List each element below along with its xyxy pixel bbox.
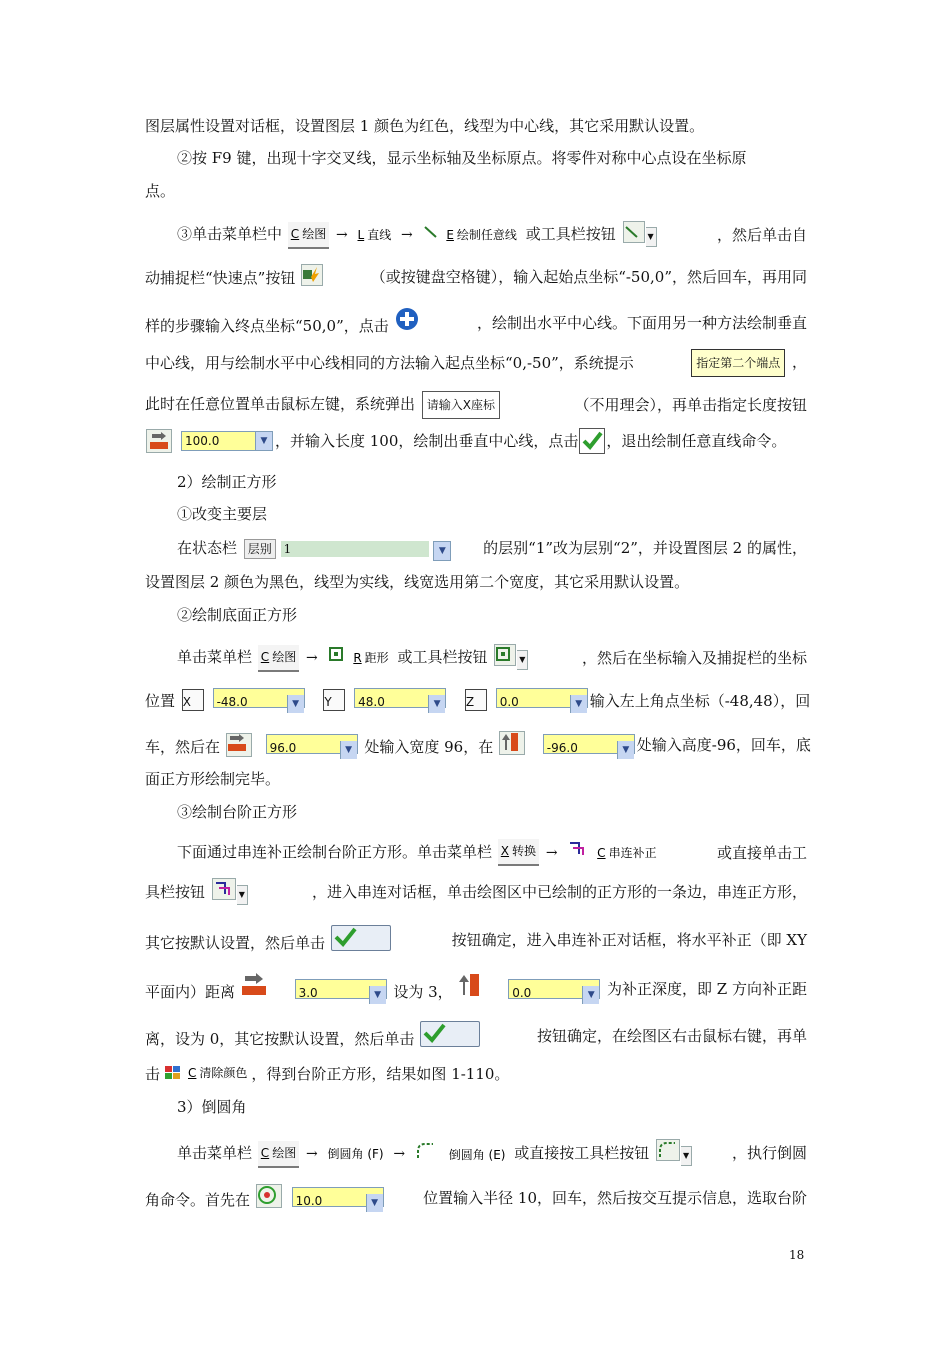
- rectangle-tool-button[interactable]: [493, 644, 528, 670]
- arrow-icon: →: [393, 1146, 406, 1162]
- body-text-line: 动捕捉栏“快速点”按钮 （或按键盘空格键），输入起始点坐标“-50,0”，然后回车，再用同: [145, 264, 807, 290]
- system-prompt: 指定第二个端点: [691, 349, 785, 377]
- height-button[interactable]: [499, 731, 525, 755]
- menu-clear-colors[interactable]: C 清除颜色: [161, 1061, 250, 1086]
- length-ruler-icon: [149, 432, 169, 450]
- x-coordinate-input[interactable]: -48.0 ▼: [213, 688, 305, 708]
- line-tool-button[interactable]: [622, 221, 657, 247]
- body-text-line: 单击菜单栏 C 绘图 → 倒圆角 (F) → 倒圆角 (E) 或直接按工具栏按钮 ▼ ，执行倒圆: [177, 1139, 807, 1168]
- menu-draw[interactable]: C 绘图: [258, 1141, 299, 1168]
- body-text-line: ②按 F9 键，出现十字交叉线，显示坐标轴及坐标原点。将零件对称中心点设在坐标原: [177, 149, 747, 167]
- menu-chain-offset[interactable]: C 串连补正: [564, 839, 659, 866]
- apply-plus-button[interactable]: [395, 307, 421, 333]
- body-text-line: 100.0 ▼ ，并输入长度 100，绘制出垂直中心线，点击 ，退出绘制任意直线命令。: [145, 428, 807, 454]
- check-icon: [421, 1022, 447, 1044]
- layer-selector[interactable]: 层别 1 ▼: [244, 536, 452, 556]
- width-input[interactable]: 96.0 ▼: [266, 734, 358, 754]
- menu-fillet-entities[interactable]: 倒圆角 (E): [412, 1141, 509, 1168]
- menu-draw[interactable]: C 绘图: [288, 222, 329, 249]
- width-ruler-icon: [227, 734, 247, 752]
- chevron-down-icon: ▼: [646, 227, 657, 247]
- body-text-line: ③单击菜单栏中 C 绘图 → L 直线 → E 绘制任意线 或工具栏按钮 ▼ ，然后单击自: [177, 221, 807, 249]
- chain-offset-icon: [567, 839, 587, 857]
- offset-distance-icon-button[interactable]: [241, 973, 269, 999]
- check-icon: [581, 430, 603, 452]
- height-ruler-icon: [500, 732, 520, 752]
- radius-target-icon: [257, 1185, 277, 1205]
- body-text-line: 点。: [145, 182, 176, 200]
- body-text-line: 角命令。首先在 10.0 ▼ 位置输入半径 10，回车，然后按交互提示信息，选取台阶: [145, 1184, 807, 1212]
- z-coordinate-input[interactable]: 0.0 ▼: [496, 688, 588, 708]
- ok-check-button[interactable]: [331, 925, 391, 951]
- chevron-down-icon: ▼: [428, 695, 445, 713]
- z-axis-button[interactable]: Z: [465, 689, 487, 711]
- input-x-popup: 请输入X座标: [422, 391, 500, 419]
- width-button[interactable]: [226, 733, 252, 757]
- body-text-line: 位置 X -48.0 ▼ Y 48.0 ▼ Z 0.0 ▼ 输入左上角点坐标（-48,48），回: [145, 688, 807, 713]
- menu-transform[interactable]: X 转换: [498, 839, 539, 866]
- rectangle-tool-icon: [328, 646, 344, 662]
- body-text-line: 样的步骤输入终点坐标“50,0”，点击 ，绘制出水平中心线。下面用另一种方法绘制垂直: [145, 307, 807, 338]
- chevron-down-icon: ▼: [517, 650, 528, 670]
- offset-distance-input[interactable]: 3.0 ▼: [295, 979, 387, 999]
- x-axis-button[interactable]: X: [182, 689, 204, 711]
- arrow-icon: →: [305, 1146, 318, 1162]
- body-text-line: 面正方形绘制完毕。: [145, 770, 281, 788]
- body-text-line: 其它按默认设置，然后单击 按钮确定，进入串连补正对话框，将水平补正（即 XY: [145, 925, 807, 955]
- radius-button[interactable]: [256, 1184, 282, 1208]
- body-text-line: 下面通过串连补正绘制台阶正方形。单击菜单栏 X 转换 → C 串连补正 或直接单击工: [177, 839, 807, 866]
- fillet-icon: [415, 1141, 435, 1159]
- arrow-icon: →: [305, 650, 318, 666]
- chevron-down-icon: ▼: [570, 695, 587, 713]
- fillet-icon: [657, 1140, 677, 1158]
- body-text-line: 设置图层 2 颜色为黑色，线型为实线，线宽选用第二个宽度，其它采用默认设置。: [145, 573, 690, 591]
- sub-heading: ③绘制台阶正方形: [177, 803, 298, 821]
- body-text-line: 离，设为 0，其它按默认设置，然后单击 按钮确定，在绘图区右击鼠标右键，再单: [145, 1021, 807, 1051]
- distance-ruler-icon: [241, 973, 267, 997]
- chevron-down-icon: ▼: [369, 986, 386, 1004]
- y-axis-button[interactable]: Y: [323, 689, 345, 711]
- offset-depth-icon-button[interactable]: [458, 973, 484, 999]
- arrow-icon: →: [545, 844, 558, 861]
- body-text-line: 中心线，用与绘制水平中心线相同的方法输入起点坐标“0,-50”，系统提示 指定第二个端点 ，: [145, 349, 807, 377]
- chevron-down-icon: ▼: [340, 741, 357, 759]
- body-text-line: 单击菜单栏 C 绘图 → R 距形 或工具栏按钮 ▼ ，然后在坐标输入及捕捉栏的坐标: [177, 644, 807, 672]
- y-coordinate-input[interactable]: 48.0 ▼: [354, 688, 446, 708]
- ok-check-button[interactable]: [420, 1021, 480, 1047]
- quick-point-icon: [302, 265, 320, 283]
- confirm-check-button[interactable]: [579, 428, 605, 454]
- chain-offset-tool-button[interactable]: [211, 878, 248, 905]
- menu-fillet[interactable]: 倒圆角 (F): [327, 1146, 384, 1161]
- section-heading: 3）倒圆角: [177, 1098, 247, 1116]
- menu-rectangle[interactable]: R 距形: [325, 646, 392, 671]
- arrow-icon: →: [400, 227, 413, 243]
- line-tool-icon: [624, 225, 640, 239]
- chevron-down-icon: ▼: [287, 695, 304, 713]
- body-text-line: 平面内）距离 3.0 ▼ 设为 3， 0.0 ▼ 为补正深度，即 Z 方向补正距: [145, 973, 807, 1004]
- chevron-down-icon: ▼: [681, 1146, 692, 1166]
- check-icon: [332, 926, 358, 948]
- fillet-tool-button[interactable]: [655, 1139, 692, 1166]
- depth-ruler-icon: [458, 973, 482, 997]
- body-text-line: 击 C 清除颜色 ，得到台阶正方形，结果如图 1-110。: [145, 1061, 807, 1086]
- body-text-line: 在状态栏 层别 1 ▼ 的层别“1”改为层别“2”，并设置图层 2 的属性，: [177, 536, 807, 560]
- chevron-down-icon: ▼: [237, 885, 248, 905]
- menu-arbitrary-line[interactable]: E 绘制任意线: [420, 223, 520, 248]
- chevron-down-icon: ▼: [582, 986, 599, 1004]
- sub-heading: ②绘制底面正方形: [177, 606, 298, 624]
- body-text-line: 此时在任意位置单击鼠标左键，系统弹出 请输入X座标 （不用理会），再单击指定长度按钮: [145, 391, 807, 419]
- sub-heading: ①改变主要层: [177, 505, 268, 523]
- menu-draw[interactable]: C 绘图: [258, 645, 299, 672]
- length-input[interactable]: 100.0 ▼: [181, 431, 273, 451]
- quick-point-button[interactable]: [301, 264, 323, 286]
- arrow-icon: →: [335, 227, 348, 243]
- rectangle-tool-icon: [495, 646, 511, 662]
- radius-input[interactable]: 10.0 ▼: [292, 1187, 384, 1207]
- height-input[interactable]: -96.0 ▼: [543, 734, 635, 754]
- body-text-line: 图层属性设置对话框，设置图层 1 颜色为红色，线型为中心线，其它采用默认设置。: [145, 117, 705, 135]
- page-number: 18: [789, 1248, 805, 1262]
- body-text-line: 具栏按钮 ▼ ，进入串连对话框，单击绘图区中已绘制的正方形的一条边，串连正方形，: [145, 878, 807, 905]
- chevron-down-icon: ▼: [255, 432, 272, 450]
- section-heading: 2）绘制正方形: [177, 473, 277, 491]
- plus-circle-icon: [395, 307, 419, 331]
- chevron-down-icon: ▼: [433, 541, 451, 561]
- menu-line[interactable]: L 直线: [357, 227, 392, 242]
- length-button[interactable]: [146, 429, 172, 453]
- body-text-line: 车，然后在 96.0 ▼ 处输入宽度 96，在 -96.0 ▼ 处输入高度-96，回车，底: [145, 731, 807, 759]
- chain-offset-icon: [213, 879, 233, 897]
- line-tool-icon: [423, 225, 439, 239]
- chevron-down-icon: ▼: [617, 741, 634, 759]
- chevron-down-icon: ▼: [366, 1194, 383, 1212]
- offset-depth-input[interactable]: 0.0 ▼: [508, 979, 600, 999]
- clear-colors-icon: [164, 1065, 182, 1081]
